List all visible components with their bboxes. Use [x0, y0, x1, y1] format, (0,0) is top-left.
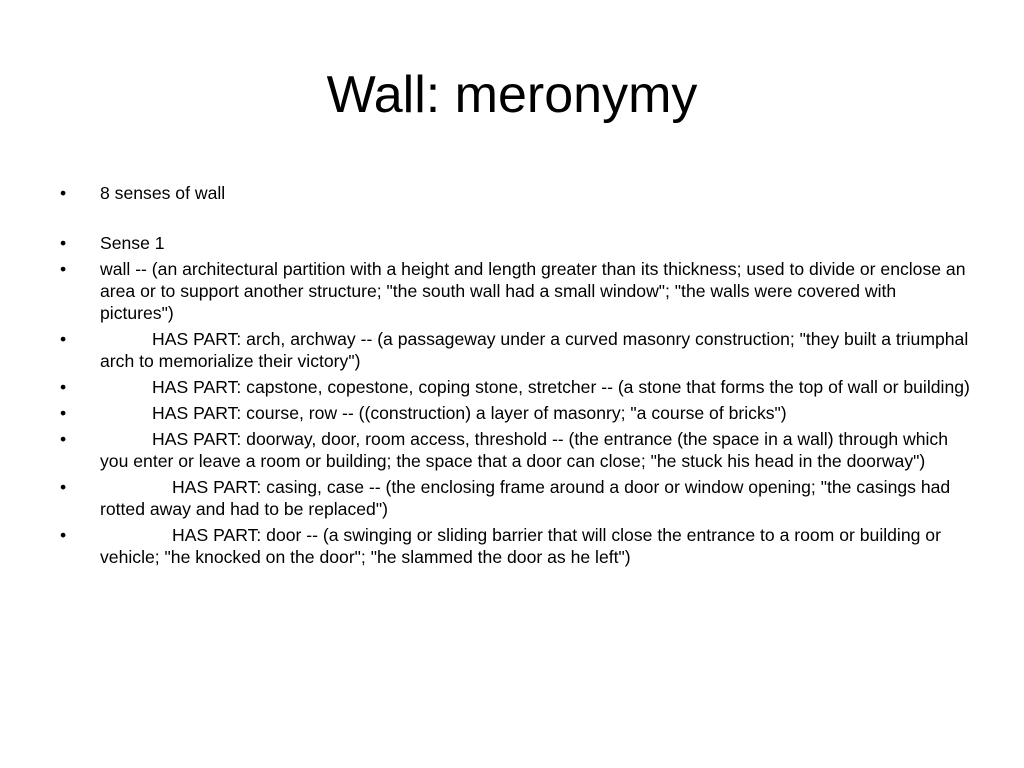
bullet-item	[60, 428, 972, 472]
bullet-dot-icon: •	[60, 329, 67, 349]
bullet-dot-icon: •	[60, 403, 67, 423]
slide-title: Wall: meronymy	[326, 66, 698, 124]
bullet-dot-icon: •	[60, 477, 67, 497]
bullet-text: HAS PART: door -- (a swinging or sliding barrier that will close the entrance to a room or building or vehicle; "he knocked on the door"; "he slammed the door as he left")	[100, 525, 941, 567]
bullet-item	[60, 232, 972, 254]
bullet-dot-icon: •	[60, 259, 67, 279]
bullet-text: HAS PART: capstone, copestone, coping stone, stretcher -- (a stone that forms the top of wall or building)	[152, 377, 970, 397]
bullet-dot-icon: •	[60, 525, 67, 545]
bullet-list	[60, 182, 972, 572]
bullet-text: HAS PART: doorway, door, room access, threshold -- (the entrance (the space in a wall) through which you enter or leave a room or building; the space that a door can close; "he stuck his head in the doorway")	[100, 429, 949, 471]
bullet-text: Sense 1	[100, 233, 165, 253]
bullet-dot-icon: •	[60, 377, 67, 397]
bullet-item	[60, 258, 972, 324]
bullet-text: wall -- (an architectural partition with a height and length greater than its thickness; used to divide or enclose an area or to support another structure; "the south wall had a small window"; "the walls were covered with pictures")	[100, 259, 966, 323]
bullet-text: HAS PART: course, row -- ((construction) a layer of masonry; "a course of bricks")	[152, 403, 787, 423]
bullet-item	[60, 402, 972, 424]
bullet-dot-icon: •	[60, 429, 67, 449]
bullet-text: HAS PART: casing, case -- (the enclosing frame around a door or window opening; "the casings had rotted away and had to be replaced")	[100, 477, 951, 519]
bullet-item	[60, 524, 972, 568]
bullet-item	[60, 376, 972, 398]
bullet-text: 8 senses of wall	[100, 183, 226, 203]
bullet-item	[60, 328, 972, 372]
bullet-dot-icon: •	[60, 183, 67, 203]
bullet-item	[60, 182, 972, 204]
bullet-item	[60, 476, 972, 520]
bullet-text: HAS PART: arch, archway -- (a passageway under a curved masonry construction; "they built a triumphal arch to memorialize their victory")	[100, 329, 969, 371]
bullet-dot-icon: •	[60, 233, 67, 253]
